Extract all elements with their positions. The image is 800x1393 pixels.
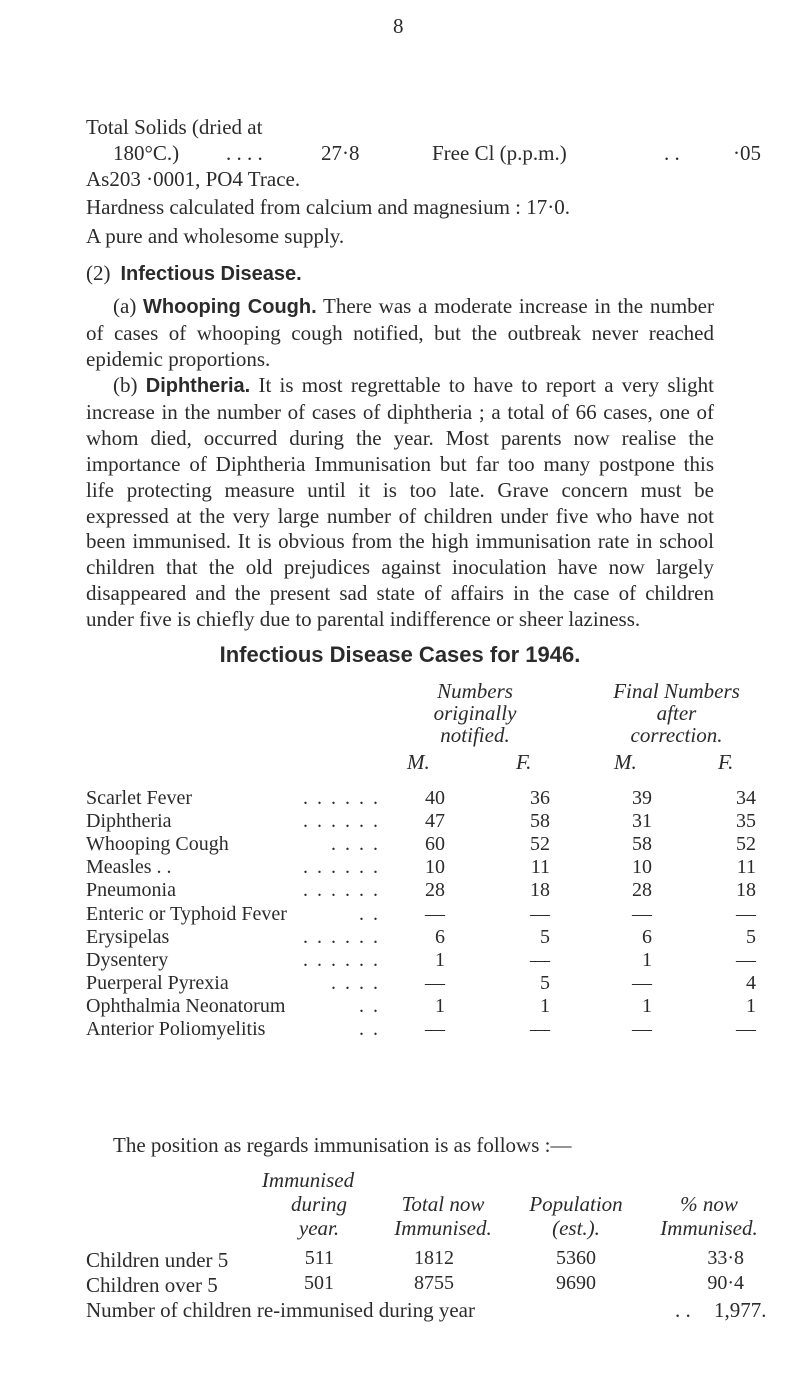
final-header-line2: after bbox=[656, 701, 697, 725]
leader-dots: . . . . . . bbox=[303, 949, 380, 971]
reimmunised-dots: . . bbox=[675, 1298, 691, 1322]
cell-f2: — bbox=[736, 1018, 756, 1040]
diphtheria-paragraph bbox=[86, 373, 714, 633]
disease-name: Pneumonia bbox=[86, 879, 176, 901]
header-percent bbox=[640, 1192, 778, 1240]
imm-over5-during: 501 bbox=[304, 1272, 334, 1294]
cell-f1: 36 bbox=[530, 787, 550, 809]
leader-dots: . . . . . . bbox=[303, 810, 380, 832]
diphtheria-heading: Diphtheria. bbox=[145, 375, 251, 397]
whooping-label: (a) bbox=[113, 294, 137, 318]
temperature-label: 180°C.) bbox=[113, 141, 180, 165]
cell-f1: 58 bbox=[530, 810, 550, 832]
free-chlorine-dots: . . bbox=[664, 141, 680, 165]
sub-header-f1: F. bbox=[516, 750, 532, 774]
imm-under5-during: 511 bbox=[304, 1247, 334, 1269]
supply-verdict: A pure and wholesome supply. bbox=[86, 224, 345, 248]
total-now-line1: Total now bbox=[401, 1192, 485, 1216]
during-year-line3: year. bbox=[298, 1216, 340, 1240]
cell-f1: 5 bbox=[540, 926, 550, 948]
cell-m1: 1 bbox=[435, 949, 445, 971]
cell-f1: 1 bbox=[540, 995, 550, 1017]
cell-m1: 6 bbox=[435, 926, 445, 948]
during-year-line2: during bbox=[290, 1192, 347, 1216]
original-header-line2: originally bbox=[433, 701, 517, 725]
arsenic-phosphate-line: As203 ·0001, PO4 Trace. bbox=[86, 167, 301, 191]
header-during-year bbox=[258, 1168, 358, 1240]
hardness-line: Hardness calculated from calcium and magnesium : 17·0. bbox=[86, 195, 571, 219]
leader-dots: . . bbox=[359, 995, 380, 1017]
cell-f1: 5 bbox=[540, 972, 550, 994]
leader-dots: . . . . . . bbox=[303, 879, 380, 901]
reimmunised-value: 1,977. bbox=[714, 1298, 767, 1322]
sub-header-f2: F. bbox=[718, 750, 734, 774]
cell-m2: 58 bbox=[632, 833, 652, 855]
imm-under5-total: 1812 bbox=[414, 1247, 454, 1269]
population-line1: Population bbox=[529, 1192, 623, 1216]
cell-f2: 11 bbox=[736, 856, 756, 878]
cell-f2: 5 bbox=[746, 926, 756, 948]
cell-m2: — bbox=[632, 903, 652, 925]
cell-f2: — bbox=[736, 949, 756, 971]
leader-dots: . . . . bbox=[331, 972, 380, 994]
leader-dots: . . . . . . bbox=[303, 787, 380, 809]
imm-row-label-under5: Children under 5 bbox=[86, 1248, 229, 1272]
cell-m2: 39 bbox=[632, 787, 652, 809]
header-total-now bbox=[378, 1192, 508, 1240]
immunisation-intro: The position as regards immunisation is as follows :— bbox=[113, 1133, 572, 1157]
cell-f2: — bbox=[736, 903, 756, 925]
section-heading bbox=[86, 260, 302, 286]
cell-f1: — bbox=[530, 949, 550, 971]
free-chlorine-label: Free Cl (p.p.m.) bbox=[432, 141, 567, 165]
cell-f1: — bbox=[530, 1018, 550, 1040]
whooping-cough-paragraph bbox=[86, 294, 714, 373]
disease-name: Dysentery bbox=[86, 949, 169, 971]
imm-over5-population: 9690 bbox=[556, 1272, 596, 1294]
cell-m1: 10 bbox=[425, 856, 445, 878]
cell-m1: 47 bbox=[425, 810, 445, 832]
cell-f1: 18 bbox=[530, 879, 550, 901]
disease-name: Puerperal Pyrexia bbox=[86, 972, 229, 994]
imm-under5-population: 5360 bbox=[556, 1247, 596, 1269]
section-title: Infectious Disease. bbox=[120, 263, 302, 285]
cell-m2: 1 bbox=[642, 995, 652, 1017]
free-chlorine-value: ·05 bbox=[733, 141, 761, 165]
cell-f1: — bbox=[530, 903, 550, 925]
cell-m1: 28 bbox=[425, 879, 445, 901]
final-header-line3: correction. bbox=[630, 723, 723, 747]
imm-row-label-over5: Children over 5 bbox=[86, 1273, 218, 1297]
original-numbers-header bbox=[400, 680, 550, 746]
during-year-line1: Immunised bbox=[261, 1168, 355, 1192]
leader-dots: . . . . . . bbox=[303, 856, 380, 878]
cell-f2: 52 bbox=[736, 833, 756, 855]
whooping-heading: Whooping Cough. bbox=[143, 296, 317, 318]
total-solids-line: Total Solids (dried at bbox=[86, 115, 263, 139]
cell-f2: 1 bbox=[746, 995, 756, 1017]
total-solids-dots: . . . . bbox=[226, 141, 263, 165]
leader-dots: . . . . . . bbox=[303, 926, 380, 948]
total-solids-value: 27·8 bbox=[321, 141, 360, 165]
leader-dots: . . bbox=[359, 1018, 380, 1040]
cell-f1: 11 bbox=[530, 856, 550, 878]
cell-m1: — bbox=[425, 972, 445, 994]
disease-name: Ophthalmia Neonatorum bbox=[86, 995, 286, 1017]
cell-m1: — bbox=[425, 903, 445, 925]
diphtheria-text: It is most regrettable to have to report a very slight increase in the number of cases of diphtheria ; a total of 66 cases, one of whom died, occurred during the year. Most parents now realise the importance of Diphtheria Immunisation but far too many postpone this life protecting measure until it is too late. Grave concern must be expressed at the very large number of children under five who have not been immunised. It is obvious from the high immunisation rate in school children that the old prejudices against inoculation have now largely disappeared and the present sad state of affairs in the case of children under five is chiefly due to parental indifference or sheer laziness. bbox=[86, 373, 715, 632]
disease-name: Erysipelas bbox=[86, 926, 170, 948]
section-number: (2) bbox=[86, 261, 111, 285]
leader-dots: . . bbox=[359, 903, 380, 925]
original-header-line3: notified. bbox=[440, 723, 510, 747]
cell-m2: 6 bbox=[642, 926, 652, 948]
page-number: 8 bbox=[393, 14, 404, 38]
sub-header-m1: M. bbox=[407, 750, 430, 774]
sub-header-m2: M. bbox=[614, 750, 637, 774]
disease-name: Diphtheria bbox=[86, 810, 172, 832]
imm-under5-percent: 33·8 bbox=[707, 1247, 744, 1269]
reimmunised-label: Number of children re-immunised during year bbox=[86, 1298, 475, 1322]
cell-f1: 52 bbox=[530, 833, 550, 855]
header-population bbox=[518, 1192, 634, 1240]
disease-name: Whooping Cough bbox=[86, 833, 229, 855]
cell-m1: 40 bbox=[425, 787, 445, 809]
disease-name: Anterior Poliomyelitis bbox=[86, 1018, 266, 1040]
cell-m2: 10 bbox=[632, 856, 652, 878]
cases-table-title: Infectious Disease Cases for 1946. bbox=[219, 642, 581, 667]
population-line2: (est.). bbox=[552, 1216, 600, 1240]
whooping-text: There was a moderate increase in the number of cases of whooping cough notified, but the outbreak never reached epidemic proportions. bbox=[86, 294, 714, 371]
percent-line2: Immunised. bbox=[660, 1216, 758, 1240]
cell-f2: 34 bbox=[736, 787, 756, 809]
cell-m2: 31 bbox=[632, 810, 652, 832]
imm-over5-percent: 90·4 bbox=[707, 1272, 744, 1294]
final-header-line1: Final Numbers bbox=[613, 679, 740, 703]
total-now-line2: Immunised. bbox=[394, 1216, 492, 1240]
final-numbers-header bbox=[589, 680, 764, 746]
disease-name: Measles . . bbox=[86, 856, 172, 878]
cell-f2: 35 bbox=[736, 810, 756, 832]
cell-m2: — bbox=[632, 1018, 652, 1040]
cell-m1: 60 bbox=[425, 833, 445, 855]
cell-f2: 4 bbox=[746, 972, 756, 994]
disease-name: Enteric or Typhoid Fever bbox=[86, 903, 287, 925]
original-header-line1: Numbers bbox=[437, 679, 513, 703]
cell-m2: — bbox=[632, 972, 652, 994]
disease-name: Scarlet Fever bbox=[86, 787, 193, 809]
cell-m2: 1 bbox=[642, 949, 652, 971]
diphtheria-label: (b) bbox=[113, 373, 138, 397]
percent-line1: % now bbox=[680, 1192, 738, 1216]
cell-m1: — bbox=[425, 1018, 445, 1040]
cell-m1: 1 bbox=[435, 995, 445, 1017]
leader-dots: . . . . bbox=[331, 833, 380, 855]
cell-f2: 18 bbox=[736, 879, 756, 901]
imm-over5-total: 8755 bbox=[414, 1272, 454, 1294]
cell-m2: 28 bbox=[632, 879, 652, 901]
